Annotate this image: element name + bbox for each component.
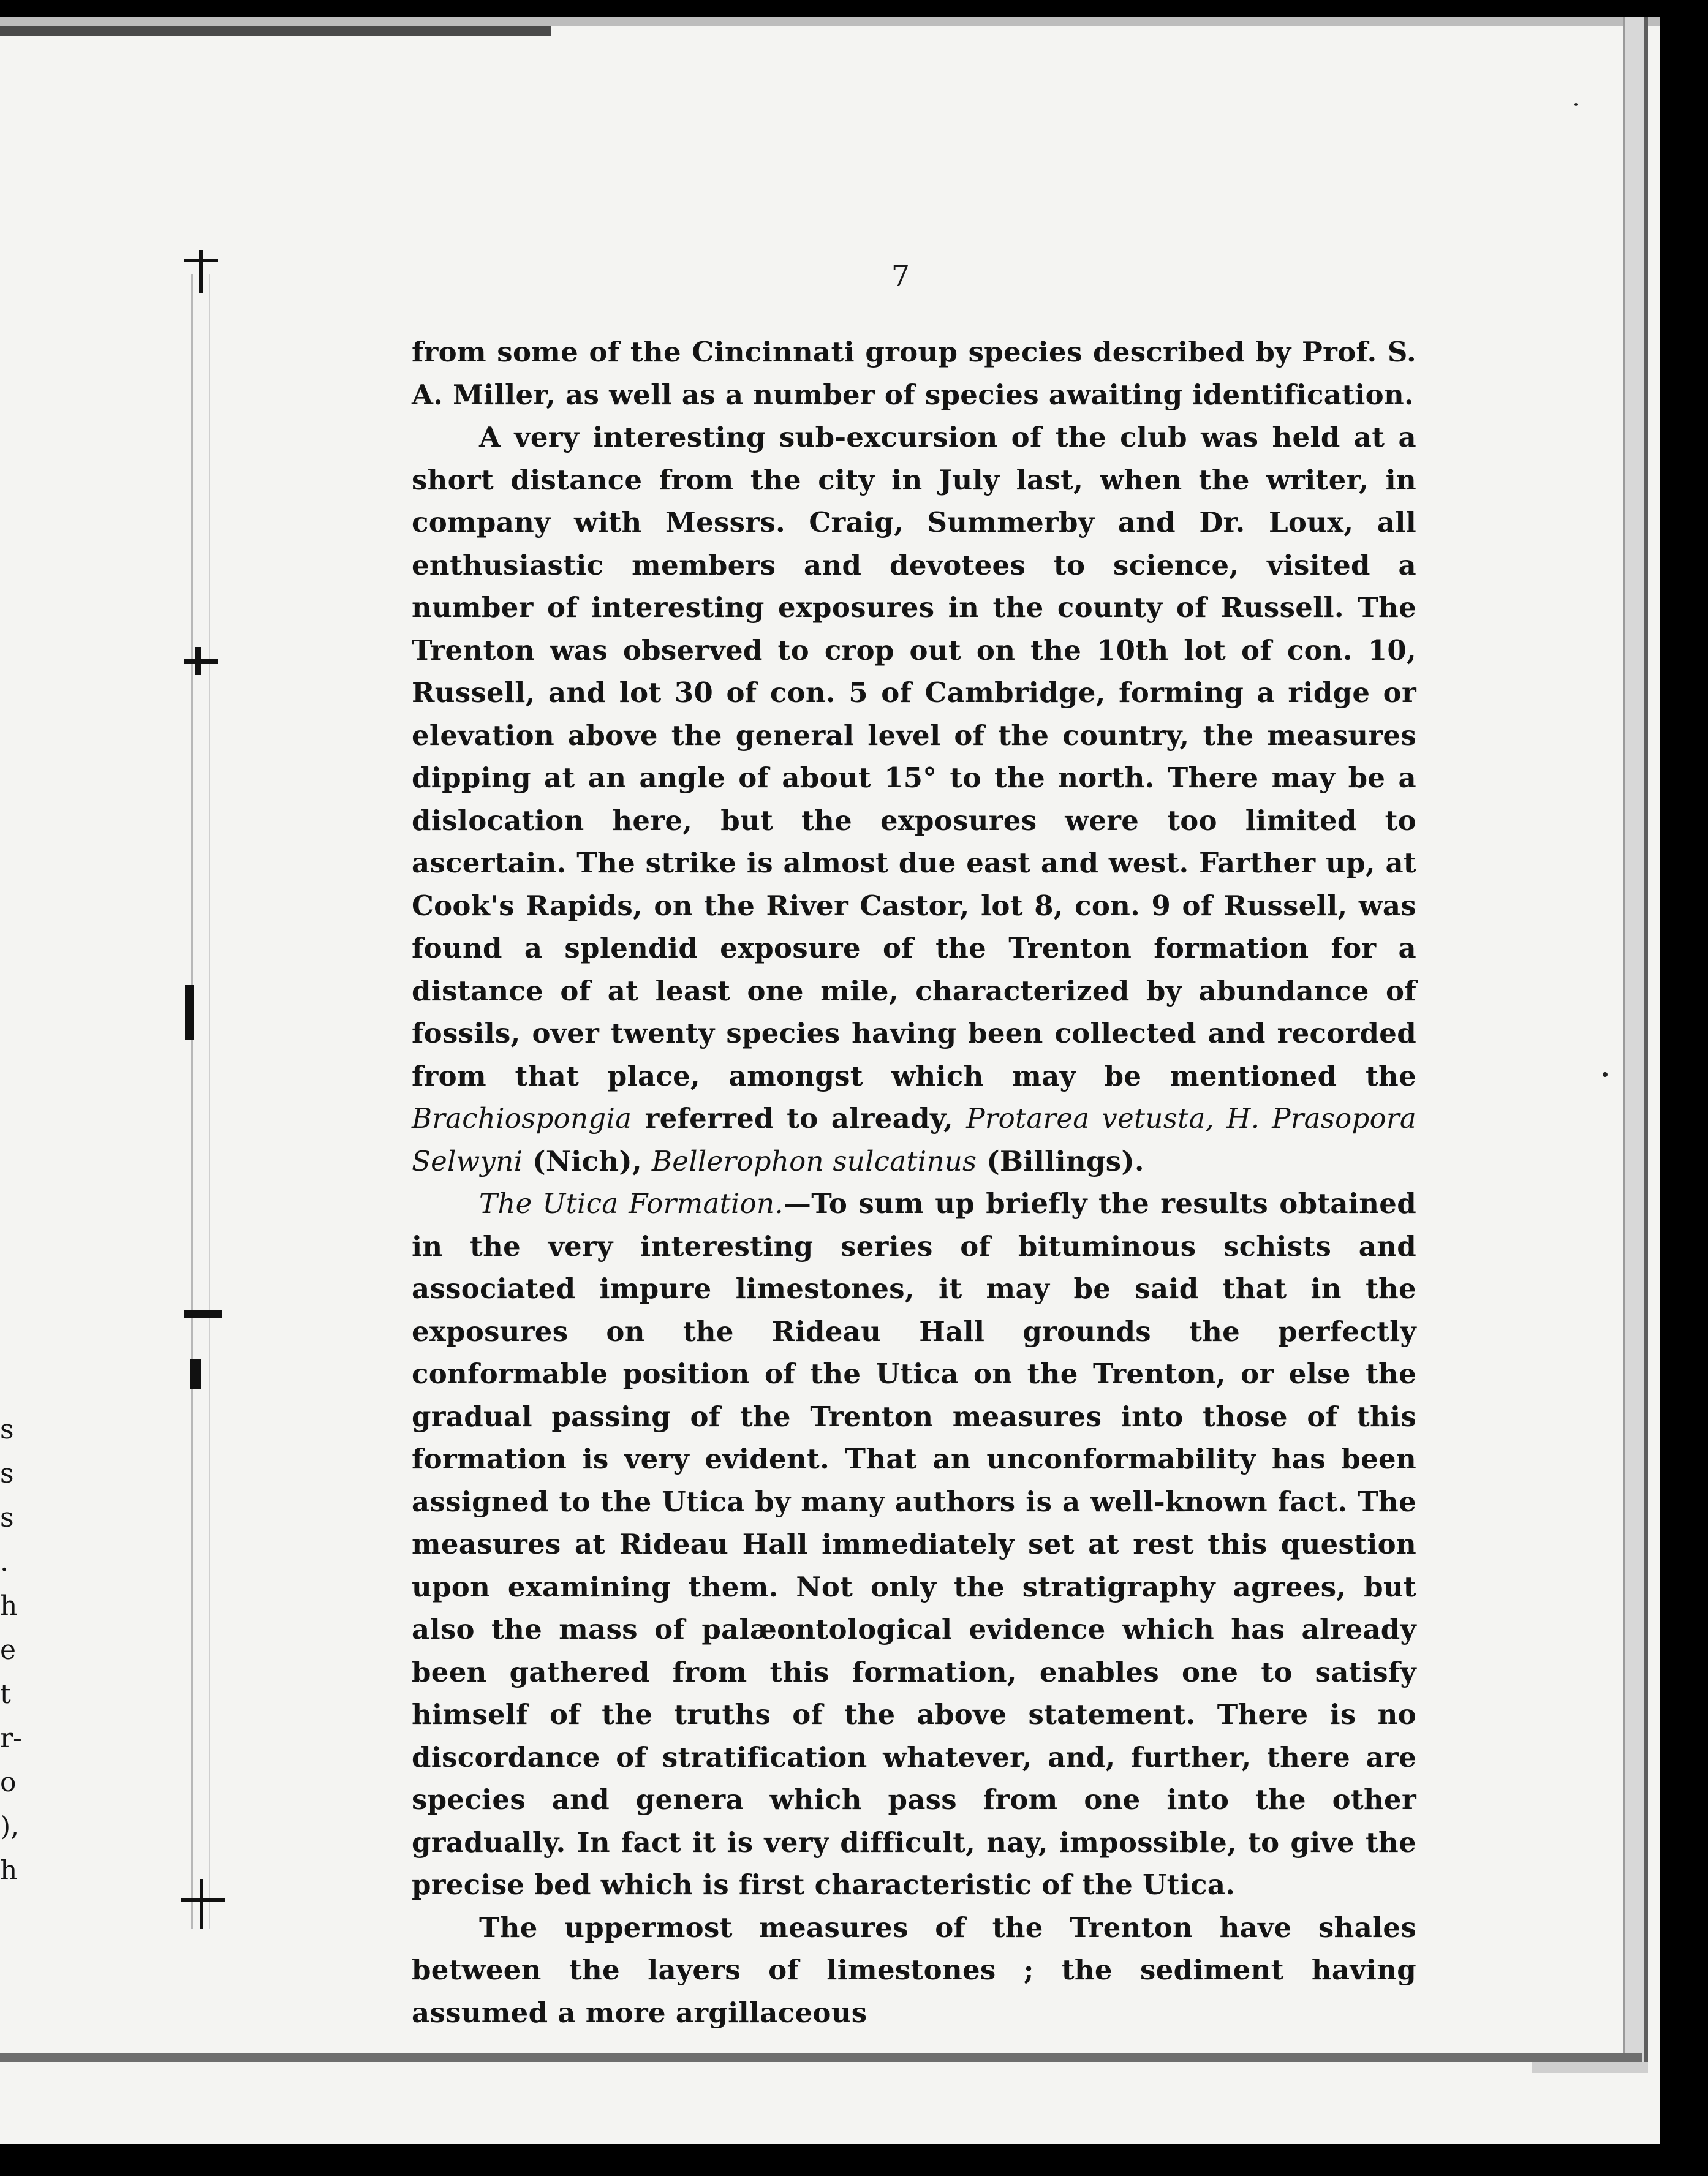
text-run: The uppermost measures of the Trenton have shales between the layers of limestones ; the sediment having assumed a more argillaceous — [412, 1911, 1416, 2029]
text-run: (Billings). — [977, 1144, 1144, 1177]
facing-page-fragment: . — [0, 1546, 9, 1577]
stitch-mark — [181, 1898, 225, 1902]
facing-page-fragment: e — [0, 1634, 17, 1666]
text-run: Bellerophon sulcatinus — [651, 1144, 977, 1177]
text-run: A very interesting sub-excursion of the club was held at a short distance from the city in July last, when the writer, in company with Messrs. Craig, Summerby and Dr. Loux, all enthusiastic members and devotees to science, visited a number of interesting exposures in the county of Russell. The Trenton was observed to crop out on the 10th lot of con. 10, Russell, and lot 30 of con. 5 of Cambridge, forming a ridge or elevation above the general level of the country, the measures dipping at an angle of about 15° to the north. There may be a dislocation here, but the exposures were too limited to ascertain. The strike is almost due east and west. Farther up, at Cook's Rapids, on the River Castor, lot 8, con. 9 of Russell, was found a splendid exposure of the Trenton formation for a distance of at least one mile, characterized by abundance of fossils, over twenty species having been collected and recorded from that place, amongst which may be mentioned the — [412, 421, 1416, 1092]
stitch-mark — [195, 647, 201, 675]
bottom-scan-stub — [1532, 2062, 1648, 2073]
paragraph-p4 — [412, 1906, 1416, 2034]
paragraph-p3 — [412, 1182, 1416, 1906]
text-run: from some of the Cincinnati group species described by Prof. S. A. Miller, as well as a number of species awaiting identification. — [412, 336, 1416, 411]
top-scan-shadow — [0, 26, 551, 36]
stitch-mark — [190, 1359, 201, 1389]
right-scan-edge — [1623, 17, 1648, 2062]
text-run: referred to already, — [632, 1102, 967, 1135]
binding-gutter — [191, 274, 210, 1929]
bottom-scan-edge — [0, 2053, 1642, 2062]
body-text — [412, 331, 1416, 2034]
stitch-mark — [184, 1310, 222, 1318]
scan-speck — [1574, 103, 1578, 106]
facing-page-fragment: h — [0, 1590, 18, 1622]
top-scan-edge — [0, 17, 1660, 26]
facing-page-fragment: r- — [0, 1723, 22, 1754]
stitch-mark — [199, 250, 203, 293]
facing-page-fragments — [0, 1408, 22, 1893]
facing-page-fragment: h — [0, 1855, 18, 1886]
stitch-mark — [200, 1879, 203, 1929]
paragraph-p2 — [412, 416, 1416, 1182]
stitch-mark — [185, 985, 194, 1040]
paragraph-p1 — [412, 331, 1416, 416]
facing-page-fragment: s — [0, 1414, 14, 1445]
text-run: Brachiospongia — [412, 1102, 632, 1135]
facing-page-fragment: t — [0, 1679, 11, 1710]
facing-page-fragment: s — [0, 1458, 14, 1489]
page-number: 7 — [891, 259, 910, 293]
facing-page-fragment: s — [0, 1502, 14, 1533]
text-run: (Nich), — [523, 1144, 652, 1177]
scan-speck — [1603, 1072, 1608, 1077]
text-run: —To sum up briefly the results obtained in the very interesting series of bituminous schists and associated impure limestones, it may be said that in the exposures on the Rideau Hall grounds the perfectly conformable position of the Utica on the Trenton, or else the gradual passing of the Trenton measures into those of this formation is very evident. That an unconformability has been assigned to the Utica by many authors is a well-known fact. The measures at Rideau Hall immediately set at rest this question upon examining them. Not only the stratigraphy agrees, but also the mass of palæontological evidence which has already been gathered from this formation, enables one to satisfy himself of the truths of the above statement. There is no discordance of stratification whatever, and, further, there are species and genera which pass from one into the other gradually. In fact it is very difficult, nay, impossible, to give the precise bed which is first characteristic of the Utica. — [412, 1187, 1416, 1901]
facing-page-fragment: o — [0, 1767, 17, 1798]
text-run: Protarea vetusta, H. Prasopora Selwyni — [412, 1102, 1416, 1177]
stitch-mark — [184, 659, 218, 664]
text-run: The Utica Formation. — [479, 1187, 784, 1220]
scanned-page — [0, 17, 1660, 2144]
facing-page-fragment: ), — [0, 1811, 20, 1842]
